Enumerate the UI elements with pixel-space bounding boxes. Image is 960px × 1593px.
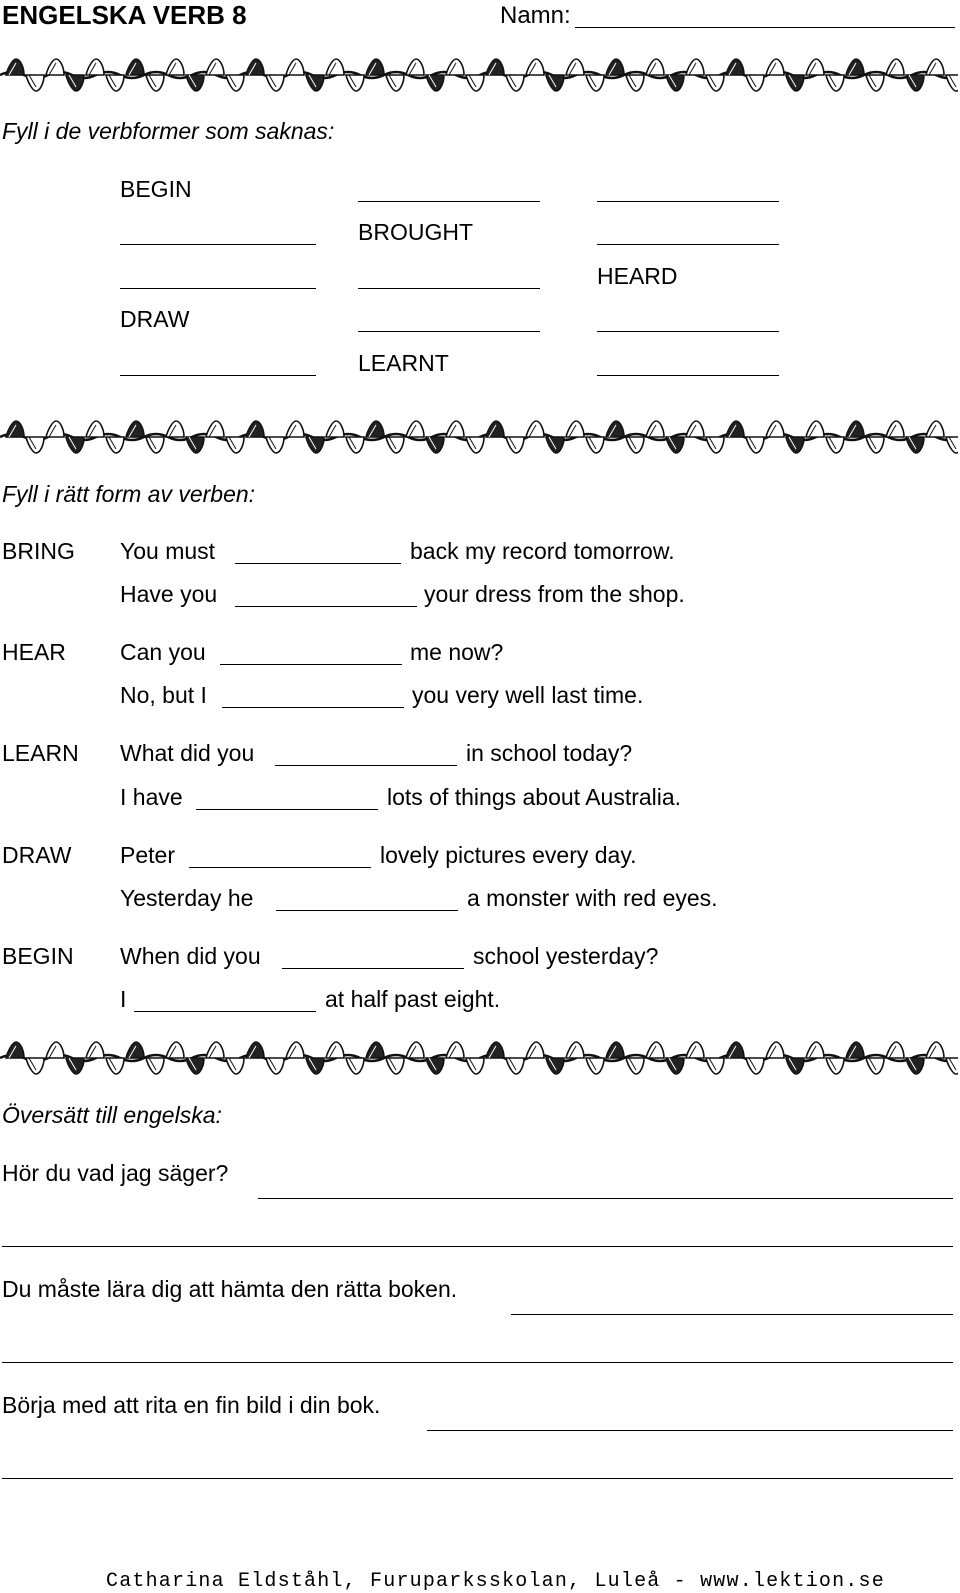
sentence-blank[interactable] [282,968,464,969]
verb-label: BEGIN [2,943,74,969]
sentence-blank[interactable] [222,707,404,708]
blank-bring-participle[interactable] [597,244,779,245]
worksheet-title: ENGELSKA VERB 8 [2,0,247,30]
sentence-end: lots of things about Australia. [387,784,682,810]
sentence-start: Have you [120,581,218,607]
sentence-start: I have [120,784,183,810]
sentence-start: What did you [120,740,255,766]
sentence-end: a monster with red eyes. [467,885,718,911]
sentence-start: Peter [120,842,175,868]
blank-learn-participle[interactable] [597,375,779,376]
translate-answer-line[interactable] [258,1198,953,1199]
sentence-end: me now? [410,639,504,665]
sentence-blank[interactable] [220,664,402,665]
verb-label: DRAW [2,842,72,868]
blank-learn-base[interactable] [120,375,316,376]
blank-draw-past[interactable] [358,331,540,332]
verb-cell-draw: DRAW [120,306,190,332]
blank-bring-base[interactable] [120,244,316,245]
verb-cell-brought: BROUGHT [358,219,473,245]
verb-cell-begin: BEGIN [120,176,192,202]
sentence-start: No, but I [120,682,207,708]
sentence-blank[interactable] [275,765,457,766]
translate-sentence-1: Hör du vad jag säger? [2,1160,229,1186]
sentence-start: I [120,986,127,1012]
sentence-start: You must [120,538,216,564]
blank-draw-participle[interactable] [597,331,779,332]
sentence-start: Can you [120,639,206,665]
sentence-end: your dress from the shop. [424,581,685,607]
section3-instruction: Översätt till engelska: [2,1102,222,1128]
translate-answer-line[interactable] [427,1430,953,1431]
blank-hear-base[interactable] [120,288,316,289]
blank-begin-participle[interactable] [597,201,779,202]
section2-instruction: Fyll i rätt form av verben: [2,481,256,507]
verb-label: HEAR [2,639,66,665]
sentence-end: you very well last time. [412,682,644,708]
footer-credit: Catharina Eldståhl, Furuparksskolan, Luleå - www.lektion.se [106,1570,885,1593]
sentence-end: in school today? [466,740,633,766]
translate-answer-line[interactable] [511,1314,953,1315]
blank-begin-past[interactable] [358,201,540,202]
sentence-blank[interactable] [134,1011,316,1012]
translate-answer-line[interactable] [2,1246,953,1247]
sentence-end: lovely pictures every day. [380,842,637,868]
verb-cell-heard: HEARD [597,263,678,289]
translate-answer-line[interactable] [2,1478,953,1479]
verb-label: BRING [2,538,75,564]
name-input-line[interactable] [575,27,955,28]
sentence-start: Yesterday he [120,885,254,911]
translate-sentence-3: Börja med att rita en fin bild i din bok. [2,1392,381,1418]
sentence-end: at half past eight. [325,986,501,1012]
sentence-blank[interactable] [235,606,417,607]
oak-leaf-divider-1 [0,58,958,92]
sentence-end: school yesterday? [473,943,659,969]
sentence-blank[interactable] [196,809,378,810]
verb-label: LEARN [2,740,79,766]
section1-instruction: Fyll i de verbformer som saknas: [2,118,335,144]
translate-answer-line[interactable] [2,1362,953,1363]
oak-leaf-divider-2 [0,420,958,454]
sentence-blank[interactable] [276,910,458,911]
verb-cell-learnt: LEARNT [358,350,449,376]
sentence-start: When did you [120,943,261,969]
sentence-blank[interactable] [189,867,371,868]
oak-leaf-divider-3 [0,1041,958,1075]
sentence-blank[interactable] [235,563,401,564]
translate-sentence-2: Du måste lära dig att hämta den rätta boken. [2,1276,458,1302]
sentence-end: back my record tomorrow. [410,538,675,564]
name-label: Namn: [500,2,571,29]
blank-hear-past[interactable] [358,288,540,289]
